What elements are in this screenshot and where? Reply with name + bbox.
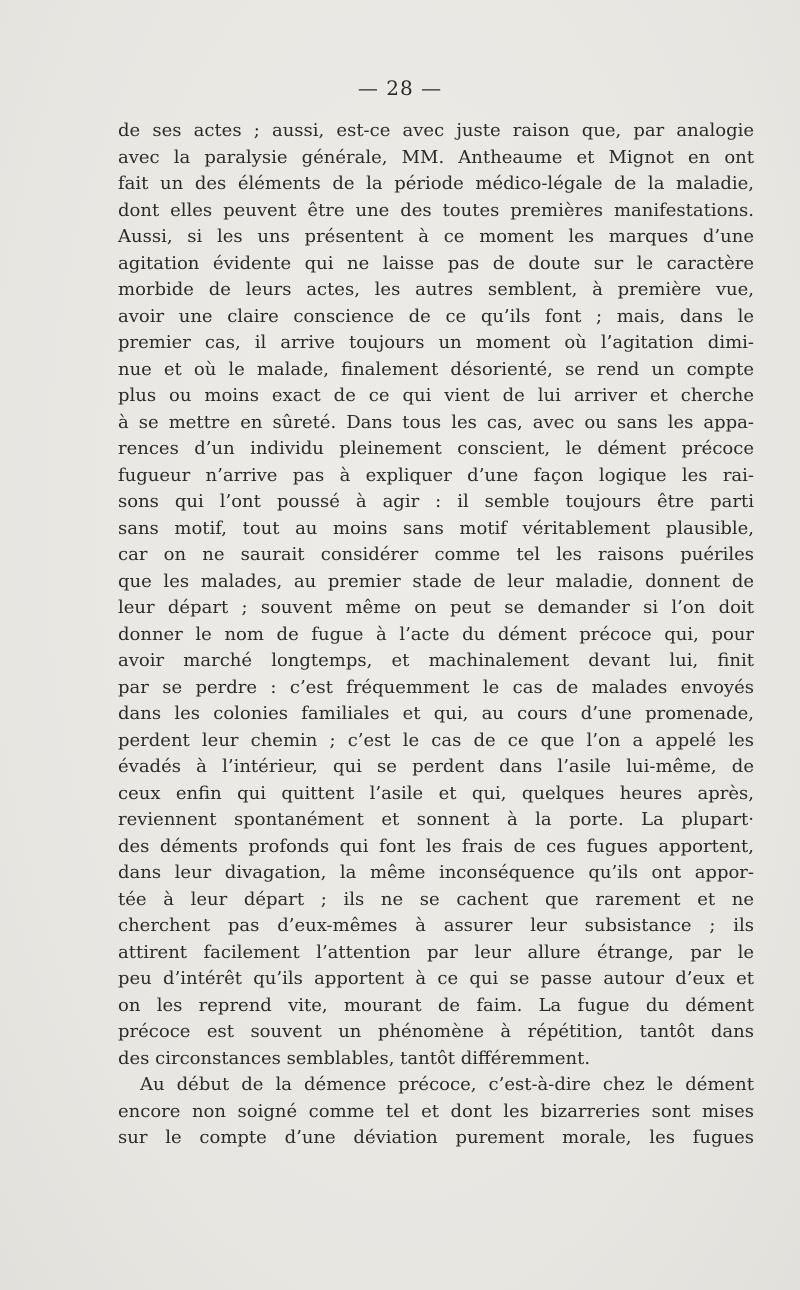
paragraph: [118, 1072, 754, 1152]
text-line: Au début de la démence précoce, c’est-à-dire chez le dément: [140, 1074, 754, 1095]
text-line: précoce est souvent un phénomène à répétition, tantôt dans: [118, 1021, 754, 1042]
text-line: reviennent spontanément et sonnent à la porte. La plupart·: [118, 809, 754, 830]
text-line: fait un des éléments de la période médico-légale de la maladie,: [118, 173, 754, 194]
text-line: tée à leur départ ; ils ne se cachent que rarement et ne: [118, 888, 754, 910]
text-line: des déments profonds qui font les frais de ces fugues apportent,: [118, 835, 754, 857]
text-line: on les reprend vite, mourant de faim. La fugue du dément: [118, 994, 754, 1016]
text-line: sons qui l’ont poussé à agir : il semble toujours être parti: [118, 491, 754, 512]
text-line: Aussi, si les uns présentent à ce moment les marques d’une: [118, 226, 754, 247]
text-line: dans les colonies familiales et qui, au cours d’une promenade,: [118, 703, 754, 724]
text-line: avoir une claire conscience de ce qu’ils font ; mais, dans le: [118, 305, 754, 327]
text-line: leur départ ; souvent même on peut se demander si l’on doit: [118, 597, 754, 618]
text-line: avec la paralysie générale, MM. Antheaume et Mignot en ont: [118, 146, 754, 168]
text-line: dans leur divagation, la même inconséquence qu’ils ont appor-: [118, 862, 754, 883]
text-line: morbide de leurs actes, les autres semblent, à première vue,: [118, 279, 754, 300]
text-line: sur le compte d’une déviation purement morale, les fugues: [118, 1127, 754, 1148]
text-line: que les malades, au premier stade de leur maladie, donnent de: [118, 570, 754, 592]
text-line: rences d’un individu pleinement conscient, le dément précoce: [118, 438, 754, 459]
text-line: dont elles peuvent être une des toutes premières manifestations.: [118, 199, 754, 221]
body-text: [118, 118, 754, 1152]
text-line: peu d’intérêt qu’ils apportent à ce qui se passe autour d’eux et: [118, 968, 754, 989]
paragraph: [118, 118, 754, 1072]
text-line: des circonstances semblables, tantôt différemment.: [118, 1047, 591, 1069]
text-line: agitation évidente qui ne laisse pas de doute sur le caractère: [118, 252, 754, 274]
text-line: attirent facilement l’attention par leur allure étrange, par le: [118, 941, 754, 963]
text-line: cherchent pas d’eux-mêmes à assurer leur subsistance ; ils: [118, 915, 754, 936]
text-line: évadés à l’intérieur, qui se perdent dans l’asile lui-même, de: [118, 756, 754, 777]
text-line: par se perdre : c’est fréquemment le cas de malades envoyés: [118, 676, 754, 698]
text-line: à se mettre en sûreté. Dans tous les cas, avec ou sans les appa-: [118, 411, 754, 433]
text-line: encore non soigné comme tel et dont les bizarreries sont mises: [118, 1100, 754, 1122]
text-line: car on ne saurait considérer comme tel les raisons puériles: [118, 544, 754, 565]
text-line: donner le nom de fugue à l’acte du dément précoce qui, pour: [118, 623, 754, 645]
text-line: plus ou moins exact de ce qui vient de lui arriver et cherche: [118, 385, 754, 406]
text-line: fugueur n’arrive pas à expliquer d’une façon logique les rai-: [118, 464, 754, 486]
text-line: perdent leur chemin ; c’est le cas de ce que l’on a appelé les: [118, 729, 754, 751]
text-line: de ses actes ; aussi, est-ce avec juste raison que, par analogie: [118, 120, 754, 141]
text-line: avoir marché longtemps, et machinalement devant lui, finit: [118, 650, 754, 671]
text-line: sans motif, tout au moins sans motif véritablement plausible,: [118, 517, 754, 539]
page-number: — 28 —: [357, 76, 443, 100]
text-line: premier cas, il arrive toujours un moment où l’agitation dimi-: [118, 332, 754, 353]
text-line: nue et où le malade, finalement désorienté, se rend un compte: [118, 358, 754, 380]
text-line: ceux enfin qui quittent l’asile et qui, quelques heures après,: [118, 782, 754, 804]
